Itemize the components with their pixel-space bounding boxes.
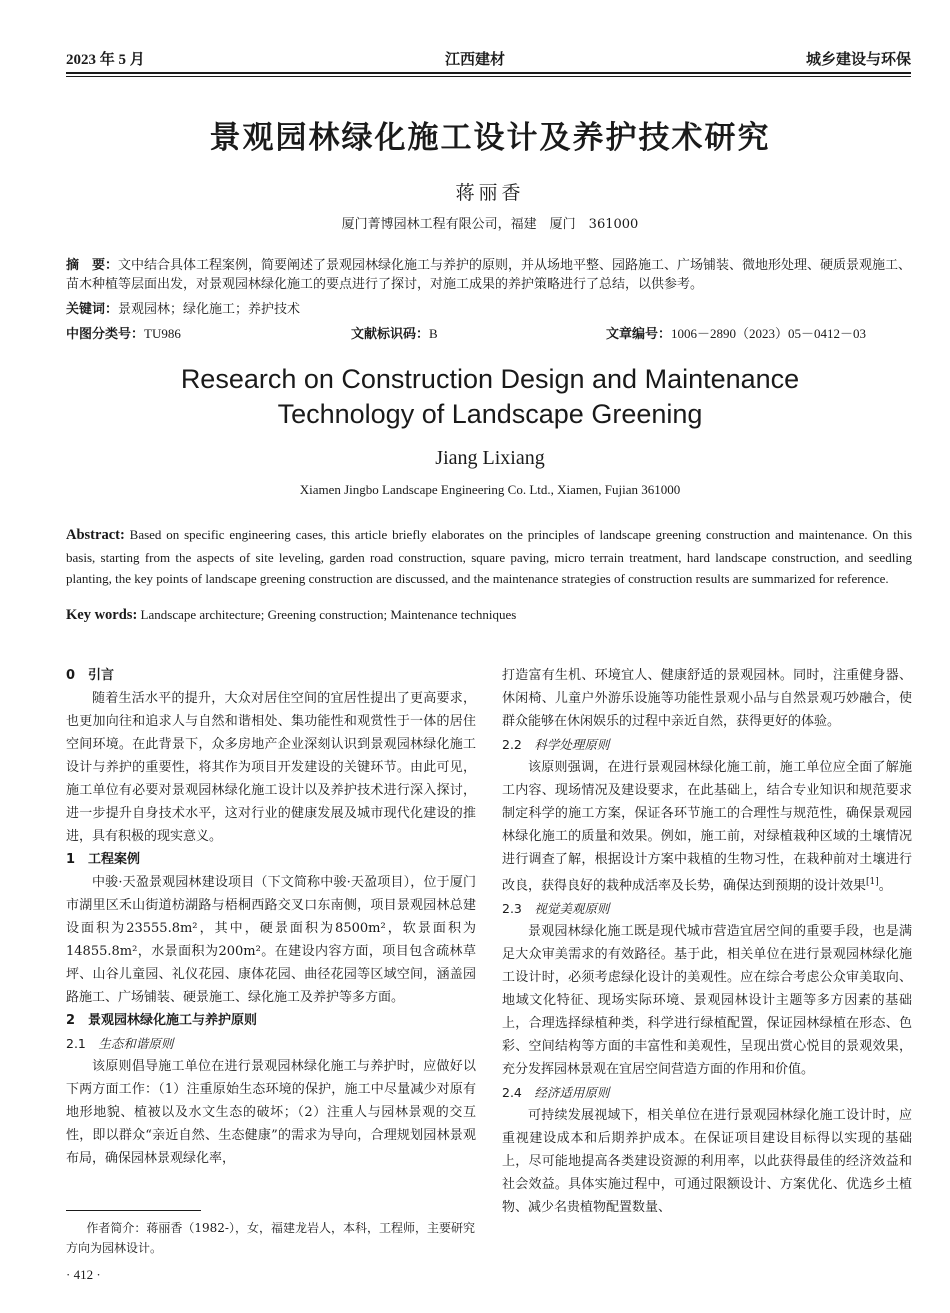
section-2-4-heading: 2.4 经济适用原则 [502,1085,610,1101]
header-rule-thin [66,76,911,77]
clc-label: 中图分类号： [66,327,145,342]
keywords-cn-text: 景观园林；绿化施工；养护技术 [118,302,301,317]
abstract-en [66,524,912,590]
keywords-en-text: Landscape architecture; Greening construction; Maintenance techniques [140,607,517,622]
section-2-1-heading: 2.1 生态和谐原则 [66,1036,174,1051]
section-2-heading: 2 景观园林绿化施工与养护原则 [66,1013,258,1028]
section-1-heading: 1 工程案例 [66,852,141,867]
section-2-2-heading: 2.2 科学处理原则 [502,737,610,752]
header-rule [66,72,911,74]
journal-name: 江西建材 [444,50,505,68]
section-2-3-heading: 2.3 视觉美观原则 [502,901,610,917]
section-2-2-paragraph: 该原则强调，在进行景观园林绿化施工前，施工单位应全面了解施工内容、现场情况及建设要求，在此基础上，结合专业知识和规范要求制定科学的施工方案，保证各环节施工的合理性与规范性，确保景观园林绿化施工的质量和效果。例如，施工前，对绿植栽种区域的土壤情况进行调查了解，根据设计方案中栽植的生物习性，在栽种前对土壤进行改良，获得良好的栽种成活率及长势，确保达到预期的设计效果[1]。 [502,760,912,894]
title-cn: 景观园林绿化施工设计及养护技术研究 [209,120,771,156]
affiliation-cn: 厦门菁博园林工程有限公司，福建 厦门 361000 [341,217,639,232]
article-label: 文章编号： [606,327,672,342]
section-2-3-paragraph: 景观园林绿化施工既是现代城市营造宜居空间的重要手段，也是满足大众审美需求的有效路径。基于此，相关单位在进行景观园林绿化施工设计时，必须考虑绿化设计的美观性。应在综合考虑公众审美取向、地域文化特征、现场实际环境、景观园林设计主题等多方因素的基础上，合理选择绿植种类，科学进行绿植配置，保证园林绿植在形态、色彩、空间结构等方面的丰富性和美观性，呈现出赏心悦目的景观效果，充分发挥园林景观在宜居空间营造方面的作用和价值。 [502,924,912,1078]
continued-paragraph: 打造富有生机、环境宜人、健康舒适的景观园林。同时，注重健身器、休闲椅、儿童户外游乐设施等功能性景观小品与自然景观巧妙融合，使群众能够在休闲娱乐的过程中亲近自然，获得更好的体验。 [502,668,912,729]
clc-code [66,323,181,342]
footnote-rule [66,1210,201,1211]
author-footnote: 作者简介：蒋丽香（1982-），女，福建龙岩人，本科，工程师，主要研究方向为园林设计。 [66,1221,475,1255]
title-en-line1: Research on Construction Design and Maintenance [180,364,800,394]
keywords-en-label: Key words: [66,607,138,623]
section-0-paragraph: 随着生活水平的提升，大众对居住空间的宜居性提出了更高要求，也更加向往和追求人与自然和谐相处、集功能性和观赏性于一体的居住空间环境。在此背景下，众多房地产企业深刻认识到景观园林绿化施工设计与养护的重要性，将其作为项目开发建设的关键环节。由此可见，施工单位有必要对景观园林绿化施工设计以及养护技术进行深入探讨，进一步提升自身技术水平，这对行业的健康发展及城市现代化建设的推进，具有积极的现实意义。 [66,691,476,844]
keywords-en [66,607,912,624]
author-cn: 蒋丽香 [455,182,525,204]
section-1-paragraph: 中骏·天盈景观园林建设项目（下文简称中骏·天盈项目），位于厦门市湖里区禾山街道枋湖路与梧桐西路交叉口东南侧，项目景观园林总建设面积为23555.8m²，其中，硬景面积为8500m²，软景面积为14855.8m²，水景面积为200m²。在建设内容方面，项目包含疏林草坪、山谷儿童园、礼仪花园、康体花园、曲径花园等区域空间，涵盖园路施工、广场铺装、硬景施工、绿化施工及养护等多方面。 [66,875,476,1005]
section-0-heading: 0 引言 [66,668,115,683]
title-en [0,362,950,432]
abstract-cn-text: 文中结合具体工程案例，简要阐述了景观园林绿化施工与养护的原则，并从场地平整、园路施工、广场铺装、微地形处理、硬质景观施工、苗木种植等层面出发，对景观园林绿化施工的要点进行了探讨，对施工成果的养护策略进行了总结，以供参考。 [66,258,912,292]
abstract-en-label: Abstract: [66,527,125,543]
page-number: · 412 · [66,1267,101,1282]
section-2-1-paragraph: 该原则倡导施工单位在进行景观园林绿化施工与养护时，应做好以下两方面工作：（1）注重原始生态环境的保护，施工中尽量减少对原有地形地貌、植被以及水文生态的破坏；（2）注重人与园林景观的交互性，即以群众“亲近自然、生态健康”的需求为导向，合理规划园林景观布局，确保园林景观绿化率， [66,1059,476,1166]
article-code [606,323,866,342]
section-2-4-paragraph: 可持续发展视域下，相关单位在进行景观园林绿化施工设计时，应重视建设成本和后期养护成本。在保证项目建设目标得以实现的基础上，尽可能地提高各类建设资源的利用率，以此获得最佳的经济效益和社会效益。具体实施过程中，可通过限额设计、方案优化、优选乡土植物、减少名贵植物配置数量、 [502,1108,912,1216]
doc-value: B [429,326,438,341]
article-value: 1006－2890（2023）05－0412－03 [671,326,867,341]
affiliation-en: Xiamen Jingbo Landscape Engineering Co. Ltd., Xiamen, Fujian 361000 [299,482,681,497]
citation-ref[interactable]: [1] [866,877,879,887]
author-en: Jiang Lixiang [435,447,545,469]
title-en-line2: Technology of Landscape Greening [277,399,703,429]
issue-date: 2023 年 5 月 [66,52,145,68]
body-column-left [66,664,476,1170]
doc-label: 文献标识码： [351,327,430,342]
abstract-cn-label: 摘 要： [66,258,119,273]
section-name: 城乡建设与环保 [805,50,911,68]
keywords-cn [66,300,912,319]
doc-code [351,323,438,342]
abstract-cn [66,256,912,294]
abstract-en-text: Based on specific engineering cases, this article briefly elaborates on the principles of landscape greening construction and maintenance. On this basis, starting from the aspects of site leveling, garden road construction, square paving, micro terrain treatment, hard landscape construction, and seedling planting, the key points of landscape greening construction are discussed, and the maintenance strategies of construction results are summarized for reference. [66,527,913,586]
clc-value: TU986 [144,326,181,341]
body-column-right [502,664,912,1219]
keywords-cn-label: 关键词： [66,302,119,317]
